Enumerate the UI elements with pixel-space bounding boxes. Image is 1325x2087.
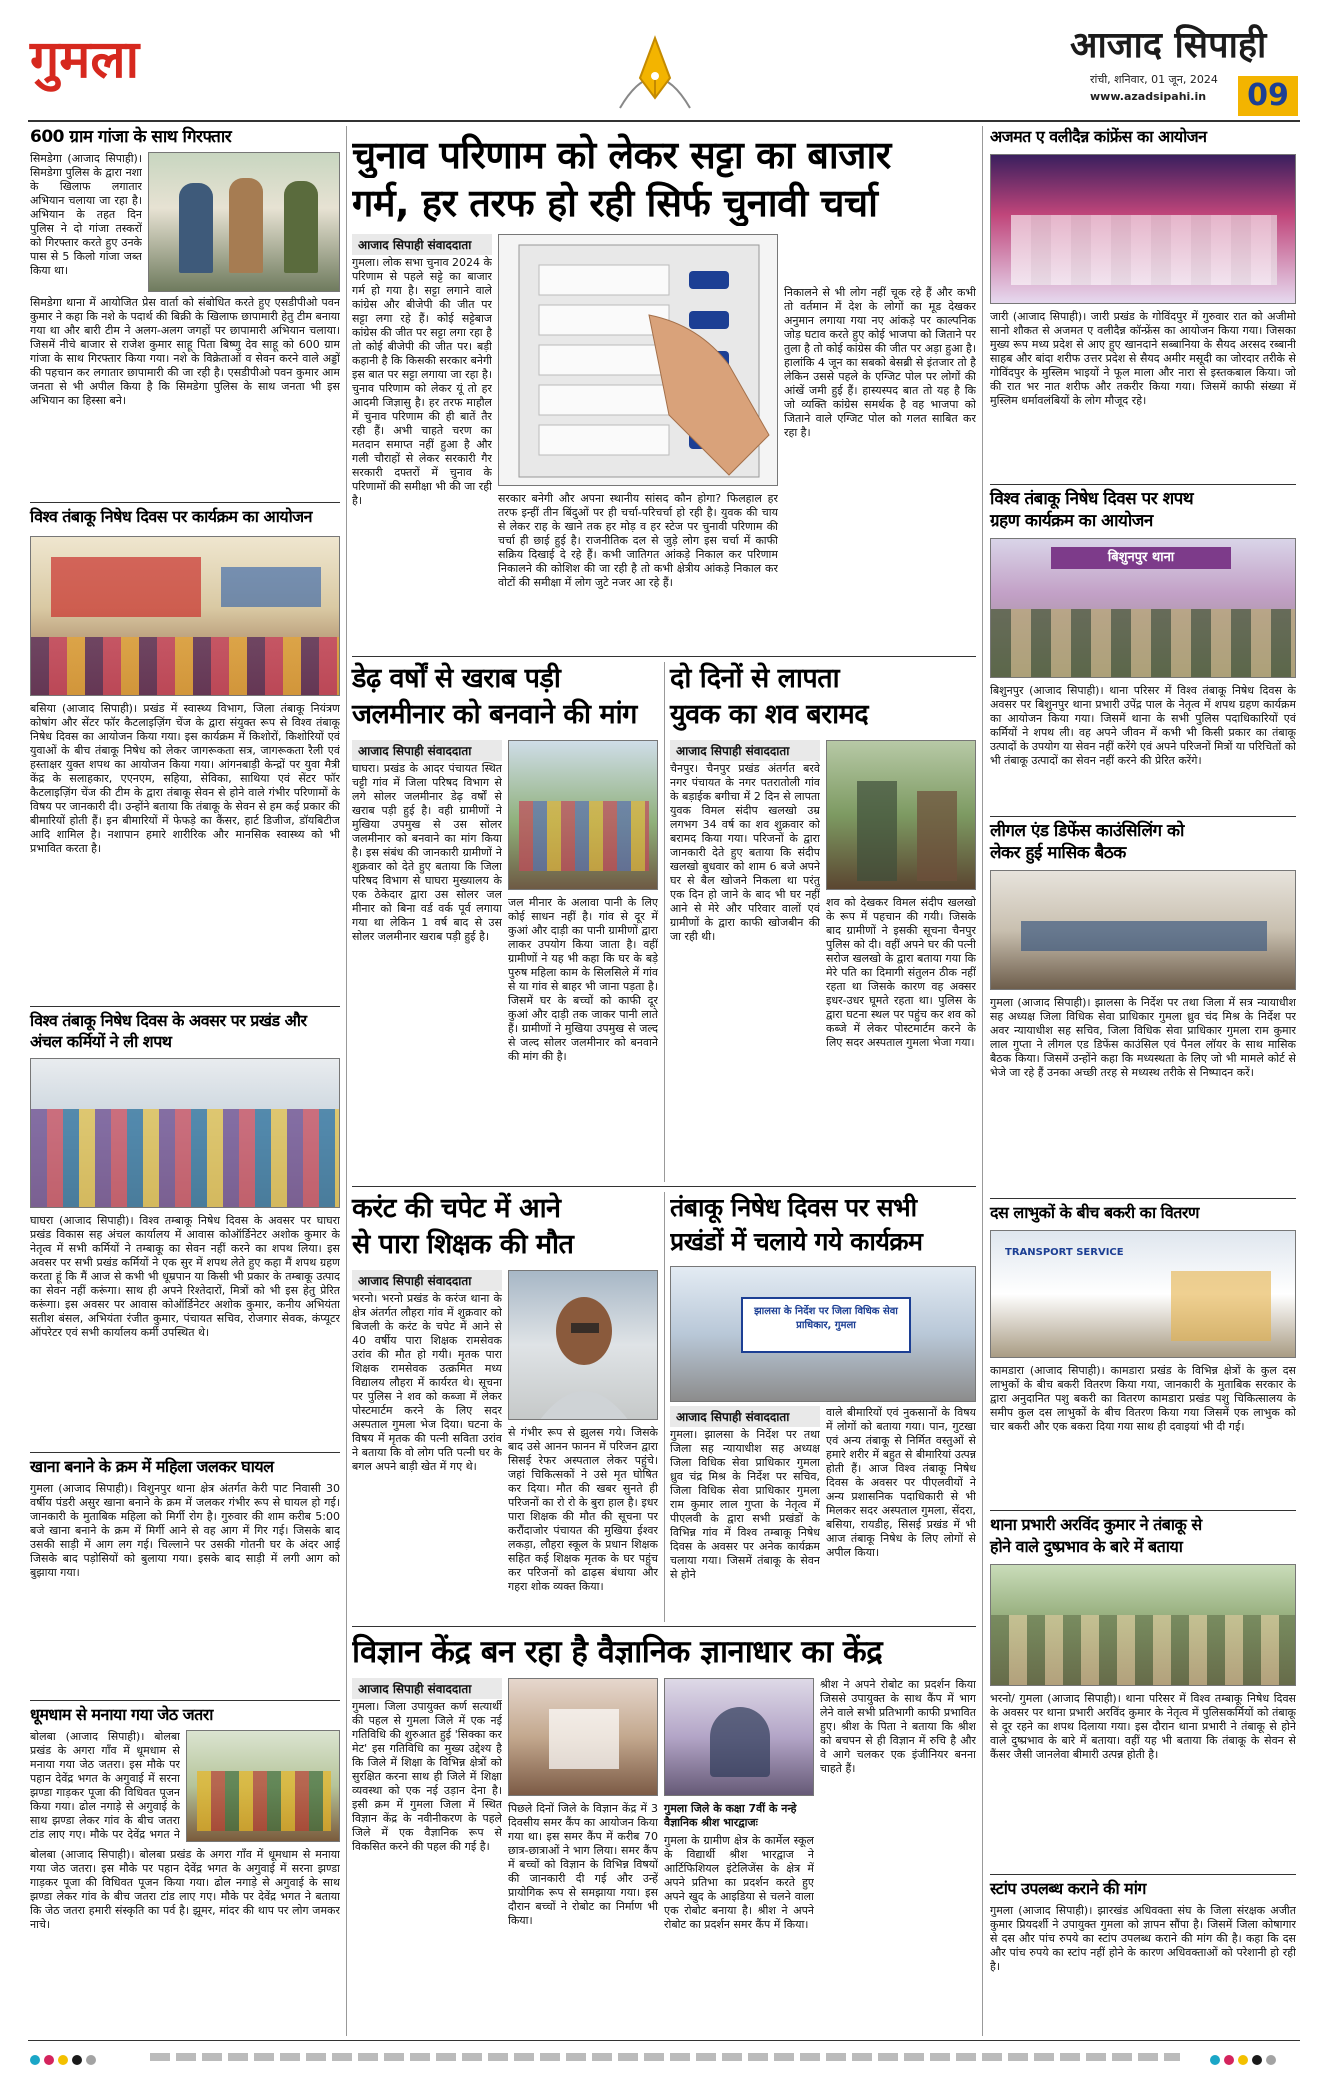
dot-grey-right	[1266, 2055, 1276, 2065]
science-headline: विज्ञान केंद्र बन रहा है वैज्ञानिक ज्ञानाधार का केंद्र	[352, 1634, 883, 1670]
jalminar-photo	[508, 740, 658, 890]
science-photo-2	[664, 1678, 814, 1796]
ganja-body: सिमडेगा थाना में आयोजित प्रेस वार्ता को संबोधित करते हुए एसडीपीओ पवन कुमार ने कहा कि नशे के पदार्थ की बिक्री के खिलाफ छापामारी हेतु टीम बनाया गया था और बारी टीम ने अलग-अलग जगहों पर छापामारी अभियान चलाया। जिसमें नीचे बाजार से राजेश कुमार साहू पिता बिष्णु देव साहू को 600 ग्राम गांजा के साथ गिरफ्तार किया गया। नशे के विक्रेताओं व सेवन करने वाले अड्डों की पहचान कर लगातार छापामारी की जा रही है। एसडीपीओ पवन कुमार आम जनता से भी अपील किया है कि सिमडेगा पुलिस के साथ जनता भी इस अभियान का हिस्सा बने।	[30, 296, 340, 407]
shapath-photo-banner: बिशुनपुर थाना	[1051, 547, 1231, 569]
page-number: 09	[1238, 76, 1298, 116]
dot-yellow	[58, 2055, 68, 2065]
thana-headline-1: थाना प्रभारी अरविंद कुमार ने तंबाकू से	[990, 1515, 1202, 1534]
dot-magenta-right	[1224, 2055, 1234, 2065]
legal-body: गुमला (आजाद सिपाही)। झालसा के निर्देश पर तथा जिला में सत्र न्यायाधीश सह अध्यक्ष जिला विधिक सेवा प्राधिकार गुमला ध्रुव चंद मिश्र के निर्देश पर अवर न्यायाधीश सह सचिव, जिला विधिक सेवा प्राधिकार गुमला राम कुमार लाल गुप्ता ने लीगल एड डिफेंस काउंसिल एवं पैनल लॉयर के साथ मासिक बैठक किया। जिसमें उन्होंने कहा कि मध्यस्थता के लिए जो भी मामले कोर्ट से भेजे जा रहे हैं उनका अच्छी तरह से मध्यस्थ तरीके से निष्पादन करें।	[990, 996, 1296, 1079]
jeth-body-full: बोलबा (आजाद सिपाही)। बोलबा प्रखंड के अगरा गाँव में धूमधाम से मनाया गया जेठ जतरा। इस मौके पर पहान देवेंद्र भगत के अगुवाई में सरना झण्डा गाड़कर पूजा की विधिवत पूजन किया गया। ढोल नगाड़े से अगुवाई के साथ झण्डा लेकर गांव के बीच जतरा टांड लाए गए। मौके पर देवेंद्र भगत ने बताया कि जेठ जतरा हमारी संस्कृति का पर्व है। झूमर, मांदर की थाप पर लोग जमकर नाचे।	[30, 1848, 340, 1931]
stamp-body: गुमला (आजाद सिपाही)। झारखंड अधिवक्ता संघ के जिला संरक्षक अजीत कुमार प्रियदर्शी ने उपायुक्त गुमला को ज्ञापन सौंपा है। जिसमें जिला कोषागार से दस और पांच रुपये का स्टांप उपलब्ध कराने की मांग की है। कहा कि दस और पांच रुपये का स्टांप नहीं होने के कारण अधिवक्ताओं को परेशानी हो रही है।	[990, 1904, 1296, 1973]
goat-photo	[990, 1230, 1296, 1358]
tobacco3-byline: आजाद सिपाही संवाददाता	[670, 1406, 820, 1427]
tobacco3-body-b: वाले बीमारियों एवं नुकसानों के विषय में लोगों को बताया गया। पान, गुटखा एवं अन्य तंबाकू से निर्मित वस्तुओं से हमारे शरीर में बहुत से बीमारियां उत्पन्न होती हैं। आज विश्व तंबाकू निषेध दिवस के अवसर पर पीएलवीयों ने अन्य प्रशासनिक पदाधिकारी से भी मिलकर सदर अस्पताल गुमला, सेंदरा, बसिया, रायडीह, सिसई प्रखंड में भी आज तंबाकू निषेध के लिए लोगों से अपील किया।	[826, 1406, 976, 1559]
lead-evm-photo	[498, 234, 778, 486]
dot-cyan	[30, 2055, 40, 2065]
dot-grey	[86, 2055, 96, 2065]
legal-photo	[990, 870, 1296, 990]
tobacco2-body: घाघरा (आजाद सिपाही)। विश्व तम्बाकू निषेध दिवस के अवसर पर घाघरा प्रखंड विकास सह अंचल कार्यालय में आवास कोऑर्डिनेटर अशोक कुमार के नेतृत्व में सभी कर्मियों ने तम्बाकू का सेवन नहीं करने का शपथ लिया। इस अवसर पर सभी प्रखंड कर्मियों ने एक सुर में शपथ लेते हुए कहा मैं शपथ ग्रहण करता हूं कि मैं आज से कभी भी धूम्रपान या किसी भी प्रकार के तम्बाकू उत्पाद का सेवन नहीं करूंगा। साथ ही अपने रिश्तेदारों, मित्रों को भी इस हेतु प्रेरित करूंगा। इस अवसर पर आवास कोऑर्डिनेटर अशोक कुमार, कनीय अभियंता सतीश बंसल, अभियंता रंजीत कुमार, पंचायत सचिव, रोजगार सेवक, कंप्यूटर ऑपरेटर एवं सभी कार्यालय कर्मी उपस्थित थे।	[30, 1214, 340, 1339]
ganja-headline: 600 ग्राम गांजा के साथ गिरफ्तार	[30, 127, 232, 147]
lead-story	[352, 126, 976, 652]
dot-black	[72, 2055, 82, 2065]
shapath-body: बिशुनपुर (आजाद सिपाही)। थाना परिसर में विश्व तंबाकू निषेध दिवस के अवसर पर बिशुनपुर थाना प्रभारी उपेंद्र पाल के नेतृत्व में शपथ ग्रहण कार्यक्रम का आयोजन किया गया। जिसमें थाना के सभी पुलिस पदाधिकारियों एवं कर्मियों ने शपथ ली। वह अपने जीवन में कभी भी किसी प्रकार का तंबाकू उत्पादों के उपयोग या सेवन नहीं करेंगे एवं अपने परिजनों मित्रों या परिचितों को भी तंबाकू उत्पादों का सेवन नहीं करने की प्रेरित करेंगे।	[990, 684, 1296, 767]
jeth-photo	[186, 1730, 340, 1842]
current-body-a: भरनो। भरनो प्रखंड के करंज थाना के क्षेत्र अंतर्गत लौहरा गांव में शुक्रवार को बिजली के करंट के चपेट में आने से 40 वर्षीय पारा शिक्षक रामसेवक उरांव की मौत हो गयी। मृतक पारा शिक्षक रामसेवक उत्क्रमित मध्य विद्यालय लौहरा में कार्यरत थे। सूचना पर पुलिस ने शव को कब्जा में लेकर पोस्टमार्टम करने के लिए सदर अस्पताल गुमला भेज दिया। घटना के विषय में मृतक की पत्नी सविता उरांव ने बताया कि वो लोग पति पत्नी घर के बगल अपने बाड़ी खेत में गए थे।	[352, 1292, 502, 1473]
jeth-body-left: बोलबा (आजाद सिपाही)। बोलबा प्रखंड के अगरा गाँव में धूमधाम से मनाया गया जेठ जतरा। इस मौके पर पहान देवेंद्र भगत के अगुवाई में सरना झण्डा गाड़कर पूजा की विधिवत पूजन किया गया। ढोल नगाड़े से अगुवाई के साथ झण्डा लेकर गांव के बीच जतरा टांड लाए गए। मौके पर देवेंद्र भगत ने	[30, 1730, 180, 1841]
science-body-d: श्रीश ने अपने रोबोट का प्रदर्शन किया जिससे उपायुक्त के साथ कैंप में भाग लेने वाले सभी प्रतिभागी काफी प्रभावित हुए। श्रीश के पिता ने बताया कि श्रीश को बचपन से ही विज्ञान में रुचि है और वे आगे चलकर एक इंजीनियर बनना चाहते हैं।	[820, 1678, 976, 1775]
legal-headline-1: लीगल एंड डिफेंस काउंसिलिंग को	[990, 821, 1184, 841]
city-name: गुमला	[30, 30, 140, 90]
thana-body: भरनो/ गुमला (आजाद सिपाही)। थाना परिसर में विश्व तम्बाकू निषेध दिवस के अवसर पर थाना प्रभारी अरविंद कुमार के नेतृत्व में पुलिसकर्मियों को तंबाकू से दूर रहने का शपथ दिलाया गया। इस दौरान थाना प्रभारी ने तंबाकू से होने वाले दुष्प्रभाव के बारे में बताया। वहीं यह भी बताया कि तंबाकू के सेवन से कैंसर जैसी जानलेवा बीमारी उत्पन्न होती है।	[990, 1692, 1296, 1761]
jalminar-story	[352, 662, 658, 1182]
color-registration-dots-right	[1210, 2050, 1280, 2064]
pen-nib-icon	[610, 28, 700, 118]
tobacco3-banner: झालसा के निर्देश पर जिला विधिक सेवा प्राधिकार, गुमला	[741, 1297, 911, 1353]
stamp-headline: स्टांप उपलब्ध कराने की मांग	[990, 1879, 1146, 1898]
jalminar-body-a: घाघरा। प्रखंड के आदर पंचायत स्थित चट्टी गांव में जिला परिषद विभाग से लगे सोलर जलमीनार डेढ़ वर्षों से खराब पड़ी हुई है। वही ग्रामीणों ने मुखिया उपमुख से उस सोलर जलमीनार को बनवाने का मांग किया है। इस संबंध की जानकारी ग्रामीणों ने शुक्रवार को देते हुए बताया कि जिला परिषद विभाग से घाघरा मुख्यालय के एक ठेकेदार द्वारा उस सोलर जल मीनार को बिना वर्ड वर्क पूर्व लगाया गया था लेकिन 1 वर्ष बाद से उस सोलर जलमीनार खराब पड़ी हुई है।	[352, 762, 502, 943]
science-body-c: गुमला के ग्रामीण क्षेत्र के कार्मेल स्कूल के विद्यार्थी श्रीश भारद्वाज ने आर्टिफिशियल इंटेलिजेंस के क्षेत्र में अपने प्रतिभा का प्रदर्शन करते हुए अपने खुद के आइडिया से चलने वाला एक रोबोट बनाया है। श्रीश ने अपने रोबोट का प्रदर्शन समर कैंप में किया।	[664, 1834, 814, 1931]
tobacco1-headline: विश्व तंबाकू निषेध दिवस पर कार्यक्रम का आयोजन	[30, 507, 313, 526]
ganja-body-top: सिमडेगा (आजाद सिपाही)। सिमडेगा पुलिस के द्वारा नशा के खिलाफ लगातार अभियान चलाया जा रहा है। अभियान के तहत दिन पुलिस ने दो गांजा तस्करों को गिरफ्तार करते हुए उनके पास से 5 किलो गांजा जब्त किया था।	[30, 152, 142, 277]
burn-headline: खाना बनाने के क्रम में महिला जलकर घायल	[30, 1457, 274, 1476]
body-found-photo	[826, 740, 976, 890]
body-found-byline: आजाद सिपाही संवाददाता	[670, 740, 820, 761]
current-headline-2: से पारा शिक्षक की मौत	[352, 1229, 574, 1260]
tobacco3-body-a: गुमला। झालसा के निर्देश पर तथा जिला सह न्यायाधीश सह अध्यक्ष जिला विधिक सेवा प्राधिकार गुमला ध्रुव चंद्र मिश्र के निर्देश पर सचिव, जिला विधिक सेवा प्राधिकार गुमला राम कुमार लाल गुप्ता के नेतृत्व में पीएलवी के द्वारा सभी प्रखंडों के विभिन्न गांव में विश्व तम्बाकू निषेध दिवस के अवसर पर अनेक कार्यक्रम चलाया गया। जिसमें तंबाकू के सेवन से होने	[670, 1428, 820, 1581]
science-photo-1	[508, 1678, 658, 1796]
thana-headline-2: होने वाले दुष्प्रभाव के बारे में बताया	[990, 1537, 1183, 1556]
shapath-photo	[990, 538, 1296, 678]
ajmat-body: जारी (आजाद सिपाही)। जारी प्रखंड के गोविंदपुर में गुरुवार रात को अजीमो सानो शौकत से अजमत ए वलीदैन्न कॉन्फ्रेंस का आयोजन किया गया। जिसका मुख्य रूप मध्य प्रदेश से आए हुए खानदाने सब्बानिया के सैयद अरसद रब्बानी साहब और बांदा शरीफ उत्तर प्रदेश से सैयद अमीर मसूदी का जोरदार तरीके से गोविंदपुर के मुस्लिम भाइयों ने फूल माला और नारा से इस्तकबाल किया। जो की रात भर नात शरीफ और तकरीर किया गया। जिसमें काफी संख्या में मुस्लिम धर्मावलंबियों के लोग मौजूद रहे।	[990, 310, 1296, 407]
science-body-a: गुमला। जिला उपायुक्त कर्ण सत्यार्थी की पहल से गुमला जिले में एक नई गतिविधि की शुरुआत हुई 'सिक्का कर मेट' इस गतिविधि का मुख्य उद्देश्य है कि जिले में शिक्षा के विभिन्न क्षेत्रों को सुरक्षित करना साथ ही जिले में शिक्षा व्यवस्था को एक नई उड़ान देना है। इसी क्रम में गुमला जिला में स्थित विज्ञान केंद्र के नवीनीकरण के पहले जिले में एक वैज्ञानिक रूप से विकसित करने की पहल की गई है।	[352, 1700, 502, 1853]
thana-photo	[990, 1564, 1296, 1686]
dot-yellow-right	[1238, 2055, 1248, 2065]
tobacco3-headline-2: प्रखंडों में चलाये गये कार्यक्रम	[670, 1227, 923, 1256]
dot-black-right	[1252, 2055, 1262, 2065]
jalminar-headline-2: जलमीनार को बनवाने की मांग	[352, 699, 637, 730]
jalminar-byline: आजाद सिपाही संवाददाता	[352, 740, 502, 761]
jalminar-body-b: जल मीनार के अलावा पानी के लिए कोई साधन नहीं है। गांव से दूर में कुआं और दाड़ी का पानी ग्रामीणों द्वारा लाकर उपयोग किया जाता है। वहीं ग्रामीणों ने यह भी कहा कि घर के बड़े पुरुष महिला काम के सिलसिले में गांव से या गांव से बाहर भी जाना पड़ता है। जिसमें घर के बच्चों को काफी दूर कुआं और दाड़ी तक जाकर पानी लाते हैं। ग्रामीणों ने मुखिया उपमुख से जल्द से जल्द सोलर जलमीनार को बनवाने की मांग की है।	[508, 896, 658, 1063]
paper-name: आजाद सिपाही	[1070, 25, 1267, 66]
burn-body: गुमला (आजाद सिपाही)। विशुनपुर थाना क्षेत्र अंतर्गत केरी पाट निवासी 30 वर्षीय पंडरी असुर खाना बनाने के क्रम में जलकर गंभीर रूप से घायल हो गई। जानकारी के मुताबिक महिला को मिर्गी रोग है। गुरुवार की शाम करीब 5:00 बजे खाना बनाने के क्रम में मिर्गी आने से वह आग में गिर गई। जिसके बाद उसकी साड़ी में आग लग गई। चिल्लाने पर उसकी गोतनी घर के अंदर आई जिसके बाद पड़ोसियों को बुलाया गया। इसके बाद साड़ी में लगी आग को बुझाया गया।	[30, 1482, 340, 1579]
website: www.azadsipahi.in	[1090, 90, 1207, 103]
dateline: रांची, शनिवार, 01 जून, 2024	[1090, 73, 1218, 86]
left-column	[30, 126, 340, 2036]
tobacco1-photo	[30, 536, 340, 696]
registration-strip	[150, 2053, 1180, 2061]
science-body-b: पिछले दिनों जिले के विज्ञान केंद्र में 3 दिवसीय समर कैंप का आयोजन किया गया था। इस समर कैंप में करीब 70 छात्र-छात्राओं ने भाग लिया। समर कैंप में बच्चों को विज्ञान के विभिन्न विषयों की जानकारी दी गई और उन्हें प्रायोगिक रूप से समझाया गया। इस दौरान बच्चों ने रोबोट का निर्माण भी किया।	[508, 1802, 658, 1927]
body-found-story	[670, 662, 976, 1182]
body-found-body-b: शव को देखकर विमल संदीप खलखो के रूप में पहचान की गयी। जिसके बाद ग्रामीणों ने इसकी सूचना चैनपुर पुलिस को दी। वहीं अपने घर की पत्नी सरोज खलखो के द्वारा बताया गया कि मेरे पति का दिमागी संतुलन ठीक नहीं रहता था जिसके कारण वह अक्सर इधर-उधर घूमते रहता था। पुलिस के द्वारा घटना स्थल पर पहुंच कर शव को कब्जे में लेकर पोस्टमार्टम करने के लिए सदर अस्पताल गुमला भेजा गया।	[826, 896, 976, 1049]
tobacco3-photo	[670, 1266, 976, 1402]
masthead	[0, 0, 1325, 120]
lead-byline: आजाद सिपाही संवाददाता	[352, 234, 492, 255]
current-headline-1: करंट की चपेट में आने	[352, 1193, 561, 1224]
right-column	[990, 126, 1296, 2036]
lead-headline-2: गर्म, हर तरफ हो रही सिर्फ चुनावी चर्चा	[352, 181, 878, 225]
lead-col2: सरकार बनेगी और अपना स्थानीय सांसद कौन होगा? फिलहाल हर तरफ इन्हीं तीन बिंदुओं पर ही चर्चा-परिचर्चा हो रही है। युवक की चाय से लेकर राह के खाने तक हर मोड़ व हर स्टेज पर चुनावी परिणाम की चर्चा ही छाई हुई है। राजनीतिक दल से जुड़े लोग इस चर्चा में काफी सक्रिय दिखाई दे रहे हैं। कभी जातिगत आंकड़े निकाल कर परिणाम निकालने की कोशिश की जा रही है तो कभी क्षेत्रीय आंकड़े निकाल कर वोटों की समीक्षा में लोग जुटे नजर आ रहे हैं।	[498, 492, 778, 589]
tobacco2-photo	[30, 1058, 340, 1208]
goat-headline: दस लाभुकों के बीच बकरी का वितरण	[990, 1203, 1199, 1222]
body-found-body-a: चैनपुर। चैनपुर प्रखंड अंतर्गत बरवे नगर पंचायत के नगर पतरातोली गांव के बड़ाईक बगीचा में 2 दिन से लापता युवक विमल संदीप खलखो उम्र लगभग 34 वर्ष का शव शुक्रवार को बरामद किया गया। परिजनों के द्वारा जानकारी देते हुए बताया कि संदीप खलखो बुधवार को शाम 6 बजे अपने घर से बैल खोजने निकला था परंतु एक दिन हो जाने के बाद भी घर नहीं आने से मेरे और परिवार वालों एवं ग्रामीणों के द्वारा काफी खोजबीन की जा रही थी।	[670, 762, 820, 943]
current-photo	[508, 1270, 658, 1420]
ajmat-photo	[990, 154, 1296, 304]
tobacco1-body: बसिया (आजाद सिपाही)। प्रखंड में स्वास्थ्य विभाग, जिला तंबाकू नियंत्रण कोषांग और सेंटर फॉर कैटलाइज़िंग चेंज के द्वारा संयुक्त रूप से विश्व तंबाकू निषेध दिवस का आयोजन किया गया। इस कार्यक्रम में किशोरों, किशोरियों एवं युवाओं के बीच तंबाकू निषेध को लेकर जागरूकता सत्र, जागरूकता रैली एवं हस्ताक्षर युक्त शपथ का आयोजन किया गया। आंगनबाड़ी केन्द्रों पर युवा मैत्री केंद्र के सलाहकार, एएनएम, सहिया, सेविका, साथिया एवं सेंटर फॉर कैटलाइज़िंग चेंज की टीम के द्वारा तंबाकू सेवन से होने वाले गंभीर परिणामों के विषय पर जानकारी दी। उन्होंने बताया कि तंबाकू के सेवन से हम कई प्रकार की बीमारियों होती हैं। इन बीमारियों में फेफड़े का कैंसर, हार्ट डिजीज, डॉयबिटीज आदि शामिल है। नशापान हमारे शारीरिक और मानसिक स्वास्थ्य को भी प्रभावित करता है।	[30, 702, 340, 855]
goat-truck-text: TRANSPORT SERVICE	[1005, 1247, 1124, 1258]
goat-body: कामडारा (आजाद सिपाही)। कामडारा प्रखंड के विभिन्न क्षेत्रों के कुल दस लाभुकों के बीच बकरी वितरण किया गया, जानकारी के मुताबिक सरकार के द्वारा अनुदानित पशु बकरी का वितरण कामडारा प्रखंड पशु चिकित्सालय के समीप कुल दस लाभुकों के बीच वितरण किया गया जिसमें एक लाभुक को चार बकरी और एक बकरा दिया गया साथ ही दवाइयां भी दी गई।	[990, 1364, 1296, 1433]
current-body-b: से गंभीर रूप से झुलस गये। जिसके बाद उसे आनन फानन में परिजन द्वारा सिसई रेफर अस्पताल लेकर पहुंचे। जहां चिकित्सकों ने उसे मृत घोषित कर दिया। मौत की खबर सुनते ही परिजनों का रो रो के बुरा हाल है। इधर पारा शिक्षक की मौत की सूचना पर करौंदाजोर पंचायत की मुखिया ईश्वर लकड़ा, लौहरा स्कूल के प्रधान शिक्षक सहित कई शिक्षक मृतक के घर पहुंच कर परिजनों को ढाढ़स बंधाया और गहरा शोक व्यक्त किया।	[508, 1426, 658, 1593]
shapath-headline-2: ग्रहण कार्यक्रम का आयोजन	[990, 511, 1153, 531]
current-story	[352, 1192, 658, 1622]
science-story	[352, 1632, 976, 2036]
current-byline: आजाद सिपाही संवाददाता	[352, 1270, 502, 1291]
body-found-headline-1: दो दिनों से लापता	[670, 663, 840, 694]
ajmat-headline: अजमत ए वलीदैन्न कांफ्रेंस का आयोजन	[990, 127, 1207, 146]
shapath-headline-1: विश्व तंबाकू निषेध दिवस पर शपथ	[990, 489, 1194, 509]
color-registration-dots-left	[30, 2050, 100, 2064]
jeth-headline: धूमधाम से मनाया गया जेठ जतरा	[30, 1705, 213, 1724]
dot-magenta	[44, 2055, 54, 2065]
tobacco2-headline: विश्व तंबाकू निषेध दिवस के अवसर पर प्रखंड और अंचल कर्मियों ने ली शपथ	[30, 1011, 307, 1051]
tobacco3-headline-1: तंबाकू निषेध दिवस पर सभी	[670, 1193, 917, 1222]
lead-col1: गुमला। लोक सभा चुनाव 2024 के परिणाम से पहले सट्टे का बाजार गर्म हो गया है। सट्टा लगाने वाले कांग्रेस और बीजेपी की जीत पर सट्टा लगा रहे हैं। कोई सट्टेबाज कांग्रेस की जीत पर सट्टा लगा रहा है तो कोई बीजेपी की जीत पर। बड़ी कहानी है कि किसकी सरकार बनेगी इस बात पर सट्टा लगाया जा रहा है। चुनाव परिणाम को लेकर यूं तो हर आदमी जिज्ञासु है। हर तरफ माहौल में चुनाव परिणाम की ही बातें तैर रही हैं। अभी चाहते चरण का मतदान समाप्त नहीं हुआ है और गली चौराहों से लेकर सरकारी गैर सरकारी दफ्तरों में चुनाव के परिणामों की समीक्षा भी की जा रही है।	[352, 256, 492, 507]
body-found-headline-2: युवक का शव बरामद	[670, 699, 869, 730]
lead-headline-1: चुनाव परिणाम को लेकर सट्टा का बाजार	[352, 133, 891, 177]
ganja-photo	[148, 152, 340, 292]
legal-headline-2: लेकर हुई मासिक बैठक	[990, 843, 1126, 863]
dot-cyan-right	[1210, 2055, 1220, 2065]
jalminar-headline-1: डेढ़ वर्षों से खराब पड़ी	[352, 663, 561, 694]
science-byline: आजाद सिपाही संवाददाता	[352, 1678, 502, 1699]
lead-col3: निकालने से भी लोग नहीं चूक रहे हैं और कभी तो वर्तमान में देश के लोगों का मूड देखकर अनुमान लगाया गया नए आंकड़े पर काल्पनिक जोड़ घटाव करते हुए कोई भाजपा को जिताने पर तुला है तो कोई कांग्रेस की जीत पर अड़ा हुआ है। हालांकि 4 जून का सबको बेसब्री से इंतजार तो है लेकिन उससे पहले के एग्जिट पोल पर लोगों की आंखें जमी हुई हैं। हास्यस्पद बात तो यह है कि जो व्यक्ति कांग्रेस समर्थक है वह भाजपा को जिताने वाले एग्जिट पोल को गलत साबित कर रहा है।	[784, 286, 976, 439]
tobacco3-story	[670, 1192, 976, 1622]
science-sub-headline: गुमला जिले के कक्षा 7वीं के नन्हे वैज्ञानिक श्रीश भारद्वाजः	[664, 1802, 797, 1829]
